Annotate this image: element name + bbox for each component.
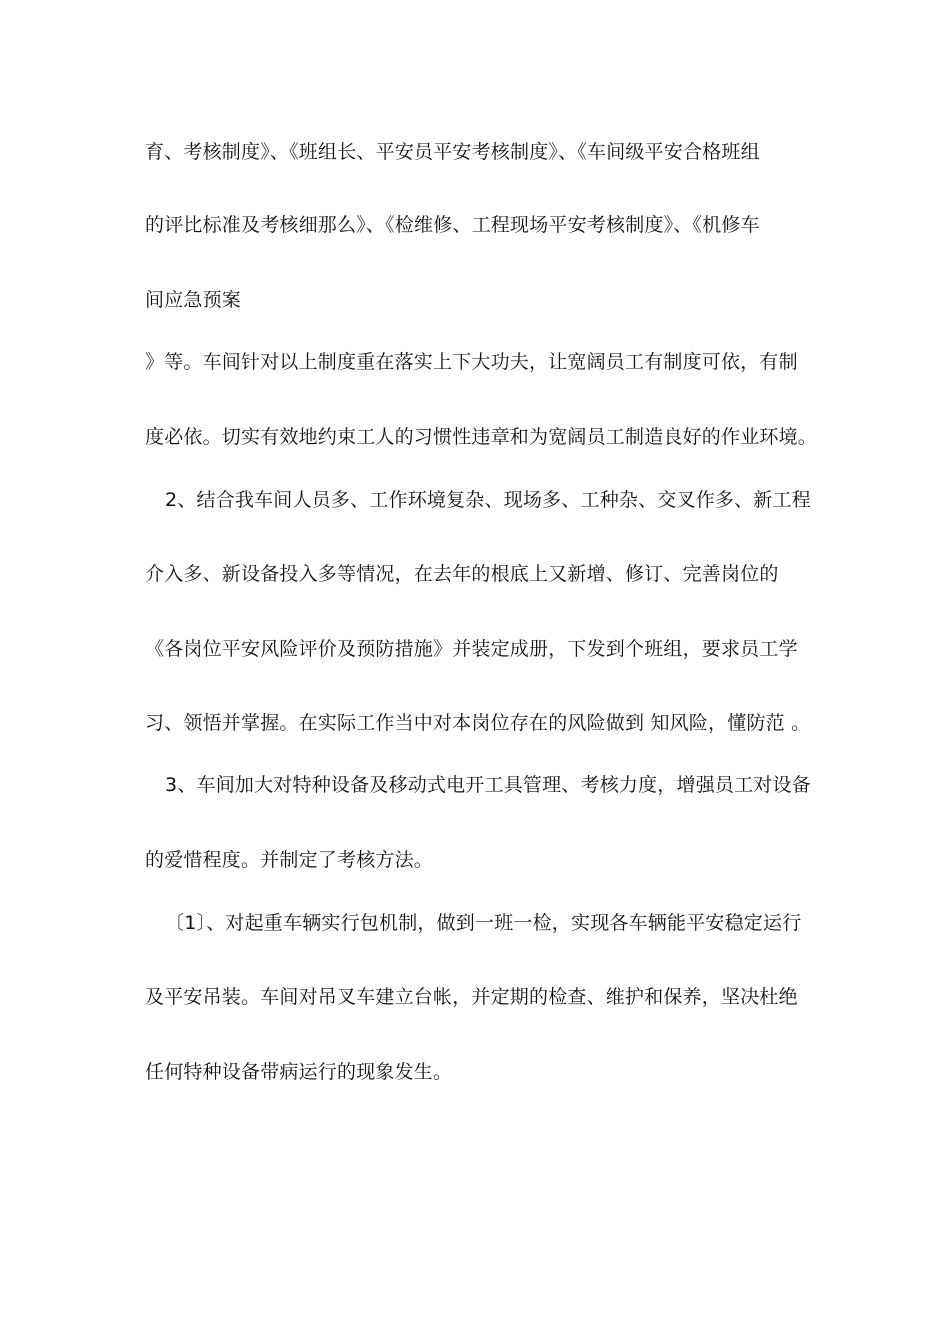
text-line: 任何特种设备带病运行的现象发生。 bbox=[145, 1061, 453, 1083]
text-line: 间应急预案 bbox=[145, 289, 242, 311]
text-line: 介入多、新设备投入多等情况，在去年的根底上又新增、修订、完善岗位的 bbox=[145, 563, 779, 585]
text-line: 的评比标准及考核细那么》、《检维修、工程现场平安考核制度》、《机修车 bbox=[145, 214, 760, 236]
text-line: 育、考核制度》、《班组长、平安员平安考核制度》、《车间级平安合格班组 bbox=[145, 141, 760, 163]
text-line: 》等。车间针对以上制度重在落实上下大功夫，让宽阔员工有制度可依，有制 bbox=[145, 351, 798, 373]
paragraph-start-line: 〔1〕、对起重车辆实行包机制，做到一班一检，实现各车辆能平安稳定运行 bbox=[165, 912, 802, 934]
paragraph-start-line: 2、结合我车间人员多、工作环境复杂、现场多、工种杂、交叉作多、新工程 bbox=[165, 489, 811, 511]
text-line: 及平安吊装。车间对吊叉车建立台帐，并定期的检查、维护和保养，坚决杜绝 bbox=[145, 986, 798, 1008]
text-line: 习、领悟并掌握。在实际工作当中对本岗位存在的风险做到 知风险，懂防范 。 bbox=[145, 712, 811, 734]
text-line: 的爱惜程度。并制定了考核方法。 bbox=[145, 849, 434, 871]
text-line: 度必依。切实有效地约束工人的习惯性违章和为宽阔员工制造良好的作业环境。 bbox=[145, 426, 818, 448]
paragraph-start-line: 3、车间加大对特种设备及移动式电开工具管理、考核力度，增强员工对设备 bbox=[165, 774, 811, 796]
text-line: 《各岗位平安风险评价及预防措施》并装定成册，下发到个班组，要求员工学 bbox=[145, 638, 798, 660]
